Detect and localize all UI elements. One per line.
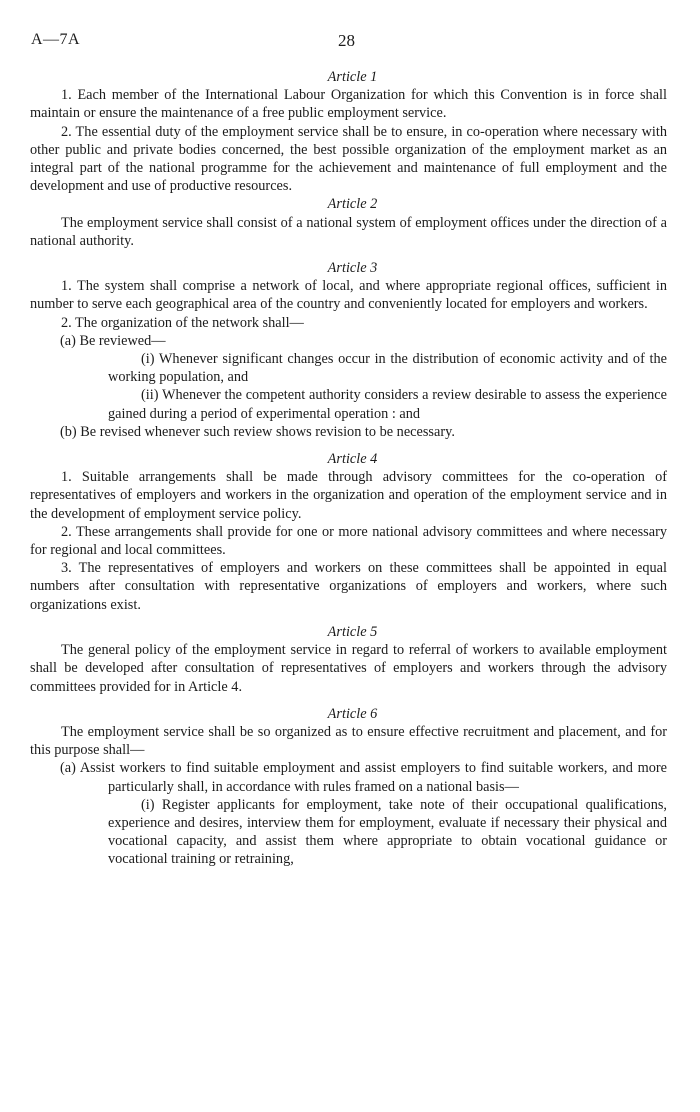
paragraph: 1. Each member of the International Labour Organization for which this Convention is in force shall maintain or ensure the maintenance of a free public employment service. <box>30 87 667 122</box>
article-heading: Article 4 <box>327 451 378 468</box>
paragraph: 2. These arrangements shall provide for one or more national advisory committees and where necessary for regional and local committees. <box>30 523 667 559</box>
paragraph: 3. The representatives of employers and workers on these committees shall be appointed in equal numbers after consultation with representative organizations of employers and workers, where such organizations exist. <box>30 560 667 613</box>
article-heading: Article 2 <box>327 196 378 213</box>
article-heading: Article 6 <box>327 705 378 722</box>
paragraph: 2. The essential duty of the employment service shall be to ensure, in co-operation where necessary with other public and private bodies concerned, the best possible organization of the employment market as an integral part of the national programme for the achievement and maintenance of full employment and the development and use of productive resources. <box>30 123 667 195</box>
clause: (b) Be revised whenever such review shows revision to be necessary. <box>60 423 455 440</box>
page-number: 28 <box>338 31 355 50</box>
subclause: (i) Register applicants for employment, take note of their occupational qualifications, experience and desires, interview them for employment, evaluate if necessary their physical and vocational capacity, and assist them where appropriate to obtain vocational guidance or vocational training or retraining, <box>108 796 667 868</box>
article-heading: Article 1 <box>327 69 378 85</box>
document-reference: A—7A <box>31 31 81 48</box>
article-heading: Article 5 <box>327 623 378 640</box>
clause: (a) Assist workers to find suitable employment and assist employers to find suitable workers, and more particularly shall, in accordance with rules framed on a national basis— <box>60 760 667 795</box>
paragraph: The employment service shall consist of a national system of employment offices under the direction of a national authority. <box>30 214 667 249</box>
subclause: (ii) Whenever the competent authority considers a review desirable to assess the experience gained during a period of experimental operation : and <box>108 387 667 422</box>
paragraph: 1. The system shall comprise a network of local, and where appropriate regional offices, sufficient in number to serve each geographical area of the country and conveniently located for employers and workers. <box>30 278 667 313</box>
paragraph: The general policy of the employment service in regard to referral of workers to available employment shall be developed after consultation of representatives of employers and workers through the advisory committees provided for in Article 4. <box>30 642 667 695</box>
document-body <box>30 68 667 869</box>
paragraph: The employment service shall be so organized as to ensure effective recruitment and placement, and for this purpose shall— <box>30 723 667 759</box>
article-heading: Article 3 <box>327 260 378 277</box>
clause: (a) Be reviewed— <box>60 332 166 349</box>
subclause: (i) Whenever significant changes occur in the distribution of economic activity and of the working population, and <box>108 351 667 386</box>
paragraph: 1. Suitable arrangements shall be made through advisory committees for the co-operation of representatives of employers and workers in the organization and operation of the employment service and in the development of employment service policy. <box>30 469 667 522</box>
paragraph: 2. The organization of the network shall— <box>61 314 304 331</box>
